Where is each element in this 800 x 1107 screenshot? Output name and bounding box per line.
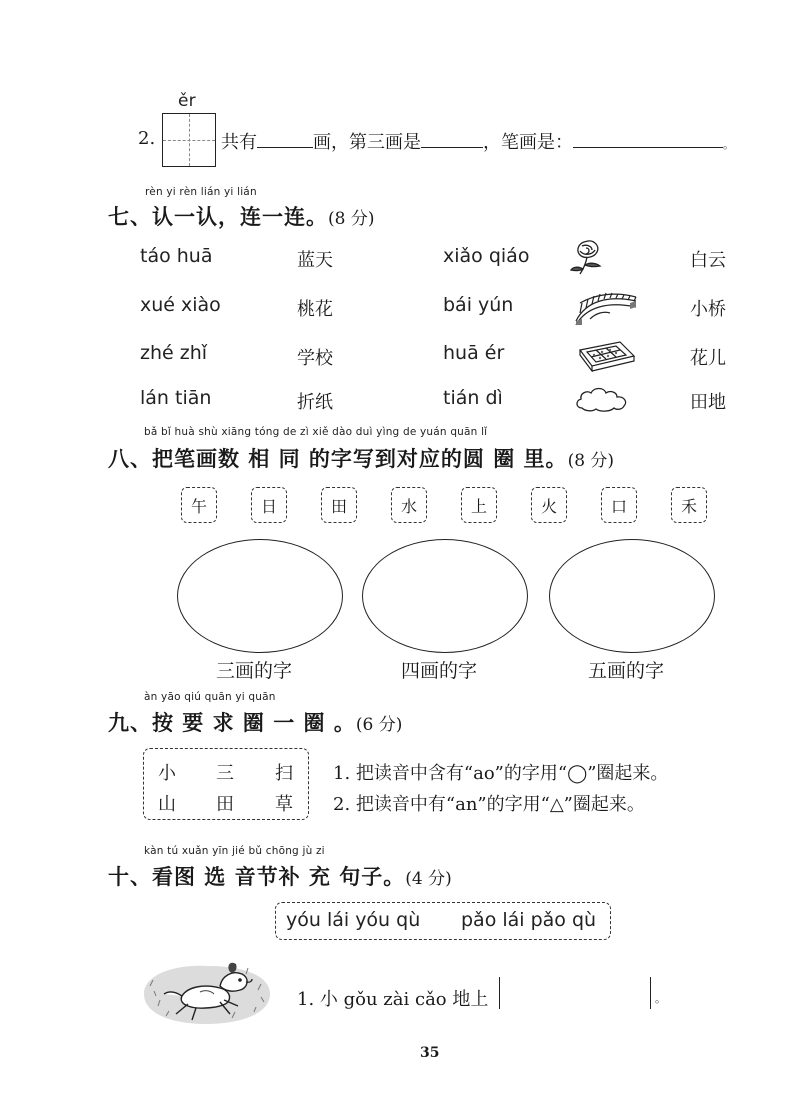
char-card[interactable]: 口 [601,487,637,523]
char-card[interactable]: 禾 [671,487,707,523]
cloud-icon [574,384,630,414]
s8-title: 八、把笔画数 相 同 的字写到对应的圆 圈 里。 [108,446,568,471]
char-card[interactable]: 田 [321,487,357,523]
s8-pinyin: bǎ bǐ huà shù xiāng tóng de zì xiě dào duì yìng de yuán quān lǐ [144,426,488,438]
group-char[interactable]: 三 [216,763,234,784]
oval-label-four: 四画的字 [401,660,478,682]
char-card[interactable]: 上 [461,487,497,523]
q2-text-1: 共有 [221,132,257,153]
running-dog-illustration [136,956,276,1028]
s7-score: (8 分) [328,209,375,229]
oval-four-strokes[interactable] [362,539,528,653]
stroke-count-blank[interactable] [257,131,313,148]
s8-heading [108,443,614,473]
oval-three-strokes[interactable] [177,539,343,653]
s7-word-2: 田地 [690,392,726,413]
s9-heading [108,707,402,737]
s10-score: (4 分) [405,869,452,889]
s7-pinyin-2: tián dì [443,387,503,409]
q2-end: 。 [723,138,734,151]
q2-sentence [221,128,734,154]
bridge-icon [574,291,640,327]
s7-word-2: 花儿 [690,348,726,369]
s10-title: 十、看图 选 音节补 充 句子。 [108,864,406,889]
s9-instruction-1: 1. 把读音中含有“ao”的字用“◯”圈起来。 [333,763,669,784]
s7-word-1: 学校 [297,348,333,369]
group-char[interactable]: 扫 [275,763,293,784]
group-char[interactable]: 小 [158,763,176,784]
page-number: 35 [420,1045,440,1061]
char-card[interactable]: 日 [251,487,287,523]
group-char[interactable]: 田 [216,794,234,815]
s7-pinyin-2: bái yún [443,294,514,316]
s7-title: 七、认一认，连一连。 [108,204,328,229]
s7-word-2: 白云 [690,250,726,271]
s7-pinyin-2: xiǎo qiáo [443,245,530,267]
char-card[interactable]: 午 [181,487,217,523]
s7-word-1: 折纸 [297,392,333,413]
s8-score: (8 分) [567,451,615,471]
s10-pinyin: kàn tú xuǎn yīn jié bǔ chōng jù zi [144,845,325,857]
q2-text-2: 画，第三画是 [313,132,421,153]
s7-pinyin-2: huā ér [443,342,505,364]
tian-grid-box[interactable] [162,113,216,167]
q2-text-3: ，笔画是： [483,132,573,153]
q2-number: 2. [138,128,156,149]
s9-score: (6 分) [355,715,403,735]
answer-left-bar [499,977,500,1009]
s7-word-1: 桃花 [297,299,333,320]
answer-blank[interactable] [503,980,649,1008]
strokes-blank[interactable] [573,131,723,148]
s7-pinyin-1: lán tiān [140,387,212,409]
oval-label-three: 三画的字 [216,660,293,682]
oval-label-five: 五画的字 [588,660,665,682]
third-stroke-blank[interactable] [421,131,483,148]
s7-pinyin-1: táo huā [140,245,213,267]
s7-heading [108,201,374,231]
option-you-lai-you-qu[interactable]: yóu lái yóu qù [286,909,421,931]
char-card[interactable]: 水 [391,487,427,523]
s7-word-2: 小桥 [690,299,726,320]
oval-five-strokes[interactable] [549,539,715,653]
s9-instruction-2: 2. 把读音中有“an”的字用“△”圈起来。 [333,794,645,815]
group-char[interactable]: 草 [275,794,293,815]
s7-word-1: 蓝天 [297,250,333,271]
s10-sentence [297,985,488,1011]
s10-sentence-start: 1. 小 gǒu zài cǎo 地上 [297,989,489,1010]
s7-pinyin: rèn yi rèn lián yi lián [145,186,257,198]
field-icon [572,338,638,372]
group-char[interactable]: 山 [158,794,176,815]
s7-pinyin-1: xué xiào [140,294,221,316]
rose-icon [568,236,612,278]
s9-pinyin: àn yāo qiú quān yi quān [144,691,276,703]
q2-pinyin: ěr [178,91,196,111]
s7-pinyin-1: zhé zhǐ [140,342,208,364]
s10-end: 。 [655,992,666,1005]
s9-title: 九、按 要 求 圈 一 圈 。 [108,710,356,735]
option-pao-lai-pao-qu[interactable]: pǎo lái pǎo qù [461,909,597,931]
s10-heading [108,861,452,891]
answer-right-bar [650,977,651,1009]
char-card[interactable]: 火 [531,487,567,523]
